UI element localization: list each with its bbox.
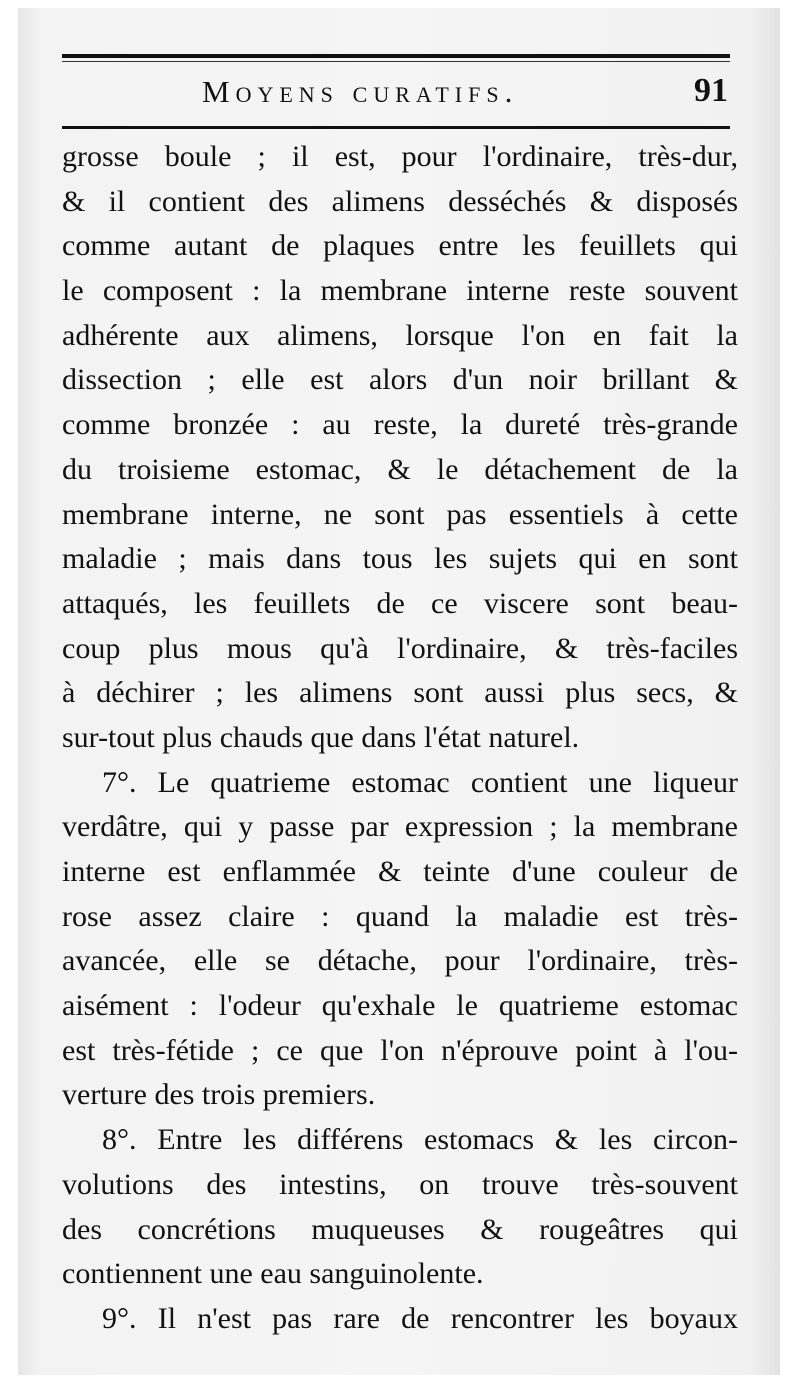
- body-text: [62, 135, 738, 1342]
- text-line: aisément : l'odeur qu'exhale le quatrieme estomac: [62, 989, 738, 1023]
- text-line: volutions des intestins, on trouve très-souvent: [62, 1167, 738, 1201]
- text-line: avancée, elle se détache, pour l'ordinaire, très-: [62, 944, 738, 978]
- text-line: coup plus mous qu'à l'ordinaire, & très-faciles: [62, 631, 738, 665]
- text-line: comme autant de plaques entre les feuillets qui: [62, 229, 738, 263]
- text-line: sur-tout plus chauds que dans l'état naturel.: [62, 720, 580, 754]
- text-line: dissection ; elle est alors d'un noir brillant &: [62, 363, 738, 397]
- text-line: grosse boule ; il est, pour l'ordinaire, très-dur,: [62, 140, 738, 173]
- text-line: contiennent une eau sanguinolente.: [62, 1257, 484, 1291]
- header-top-thin-rule: [62, 61, 730, 62]
- text-line: le composent : la membrane interne reste souvent: [62, 274, 738, 308]
- page-header: [62, 70, 730, 118]
- text-line: rose assez claire : quand la maladie est très-: [62, 899, 738, 933]
- text-line: & il contient des alimens desséchés & disposés: [62, 184, 738, 218]
- paragraph-first-line: 8°. Entre les différens estomacs & les circon-: [102, 1123, 738, 1157]
- text-line: membrane interne, ne sont pas essentiels à cette: [62, 497, 738, 531]
- text-line: est très-fétide ; ce que l'on n'éprouve point à l'ou-: [62, 1033, 738, 1067]
- text-line: du troisieme estomac, & le détachement de la: [62, 452, 738, 486]
- text-line: interne est enflammée & teinte d'une couleur de: [62, 855, 738, 888]
- paragraph-first-line: 9°. Il n'est pas rare de rencontrer les boyaux: [102, 1301, 738, 1335]
- running-title: Moyens curatifs.: [202, 74, 519, 109]
- paragraph-first-line: 7°. Le quatrieme estomac contient une liqueur: [102, 765, 738, 799]
- text-line: adhérente aux alimens, lorsque l'on en fait la: [62, 318, 738, 352]
- text-line: verture des trois premiers.: [62, 1078, 376, 1112]
- text-line: attaqués, les feuillets de ce viscere sont beau-: [62, 586, 738, 620]
- text-line: à déchirer ; les alimens sont aussi plus secs, &: [62, 676, 738, 710]
- text-line: comme bronzée : au reste, la dureté très-grande: [62, 408, 738, 442]
- text-line: des concrétions muqueuses & rougeâtres qui: [62, 1212, 738, 1246]
- page-number: 91: [694, 72, 728, 109]
- text-line: maladie ; mais dans tous les sujets qui en sont: [62, 542, 738, 576]
- text-line: verdâtre, qui y passe par expression ; la membrane: [62, 810, 738, 844]
- header-bottom-rule: [62, 126, 730, 129]
- header-top-rule: [62, 54, 730, 58]
